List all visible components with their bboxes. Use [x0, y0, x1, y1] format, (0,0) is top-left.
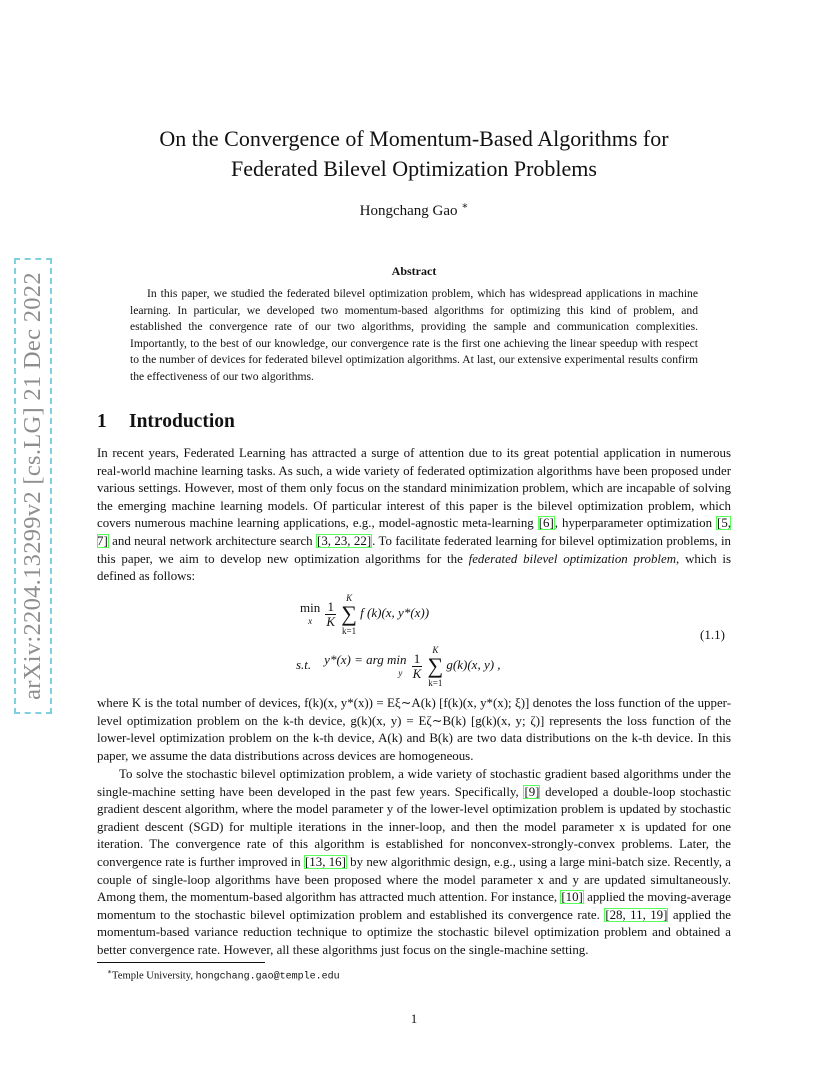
fraction-1-over-K: $\frac{1}{K}$	[326, 598, 336, 629]
abstract-text: In this paper, we studied the federated bilevel optimization problem, which has widespread applications in machine learning. In particular, we developed two momentum-based algorithms for optimizing this kind of problem, and established the convergence rate of our two algorithms, providing the sample and communication complexities. Importantly, to the best of our knowledge, our convergence rate is the first one achieving the linear speedup with respect to the number of devices for federated bilevel optimization algorithms. At last, our extensive experimental results confirm the effectiveness of our two algorithms.	[130, 287, 698, 383]
footnote-mark: ∗	[107, 967, 113, 976]
para3-text-c: by new algorithmic design, e.g., using a large mini-batch size. Recently, a couple of single-loop algorithms have been proposed where the model parameter x and y are updated simultaneously. Among them, the momentum-based algorithm has attracted much attention. For instance,	[97, 854, 731, 905]
citation-5-7[interactable]: [5, 7]	[97, 516, 731, 548]
para3-text-d: applied the moving-average momentum to the stochastic bilevel optimization problem and established its convergence rate.	[97, 890, 732, 922]
title-line-1: On the Convergence of Momentum-Based Algorithms for	[159, 126, 669, 151]
section-heading	[97, 411, 235, 433]
title-line-2: Federated Bilevel Optimization Problems	[231, 156, 597, 181]
summation-2: K ∑ k=1	[427, 645, 444, 688]
paper-title	[100, 124, 728, 184]
arxiv-stamp-text: arXiv:2204.13299v2 [cs.LG] 21 Dec 2022	[19, 272, 46, 700]
section-number: 1	[97, 411, 107, 432]
author-name: Hongchang Gao	[359, 203, 458, 219]
subject-to: s.t.	[296, 656, 312, 672]
author-footnote-mark: ∗	[461, 201, 469, 212]
lower-objective: g(k)(x, y) ,	[446, 656, 501, 672]
para1-text-c: and neural network architecture search	[108, 533, 317, 548]
para3-text-a: To solve the stochastic bilevel optimization problem, a wide variety of stochastic gradient based algorithms under the single-machine setting have been developed in the past few years. Specifically,	[97, 767, 731, 799]
footnote-affiliation: Temple University,	[112, 970, 196, 982]
citation-9[interactable]: [9]	[524, 784, 540, 799]
fraction-1-over-K-2: $\frac{1}{K}$	[412, 650, 422, 681]
min-operator: min x	[300, 599, 321, 626]
summation-1: K ∑ k=1	[341, 593, 357, 636]
upper-objective: f (k)(x, y*(x))	[360, 604, 430, 620]
citation-3-23-22[interactable]: [3, 23, 22]	[317, 533, 372, 548]
para1-text-e: , which is defined as follows:	[97, 551, 731, 584]
citation-28-11-19[interactable]: [28, 11, 19]	[605, 907, 668, 922]
page-number: 1	[410, 1011, 418, 1026]
intro-paragraph-3	[97, 766, 731, 960]
abstract-heading: Abstract	[391, 264, 437, 278]
para1-text-d: . To facilitate federated learning for bilevel optimization problems, in this paper, we aim to develop new optimization algorithms for the	[97, 533, 731, 566]
intro-paragraph-1	[97, 445, 731, 586]
para3-text-e: applied the momentum-based variance reduction technique to optimize the stochastic bilevel optimization problem and obtained a better convergence rate. However, all these algorithms just focus on the single-machine setting.	[97, 907, 731, 957]
equation-row-2	[296, 643, 501, 689]
para1-text-b: , hyperparameter optimization	[554, 516, 717, 531]
para3-text-b: developed a double-loop stochastic gradient descent algorithm, where the model parameter y of the lower-level optimization problem is updated by stochastic gradient descent (SGD) for multiple iterations in the inner-loop, and then the model parameter x is updated for one iteration. The convergence rate of this algorithm is established for nonconvex-strongly-convex problems. Later, the convergence rate is further improved in	[97, 784, 731, 869]
argmin-operator: y*(x) = arg min y	[324, 651, 407, 678]
footnote	[107, 967, 340, 983]
para1-text-a: In recent years, Federated Learning has attracted a surge of attention due to its great potential application in numerous real-world machine learning tasks. As such, a wide variety of federated optimization algorithms have been proposed under various settings. However, most of them only focus on the standard minimization problem, which are incapable of solving the emerging machine learning models. Of particular interest of this paper is the bilevel optimization problem, which covers numerous machine learning applications, e.g., model-agnostic meta-learning	[97, 446, 731, 531]
author	[100, 200, 728, 220]
citation-10[interactable]: [10]	[561, 890, 583, 905]
intro-paragraph-2: where K is the total number of devices, f(k)(x, y*(x)) = Eξ∼A(k) [f(k)(x, y*(x); ξ)] denotes the loss function of the upper-level optimization problem on the k-th device, g(k)(x, y) = Eζ∼B(k) [g(k)(x, y; ζ)] represents the loss function of the lower-level optimization problem on the k-th device, A(k) and B(k) are two data distributions on the k-th device. In this paper, we assume the data distributions across devices are homogeneous.	[97, 696, 731, 763]
footnote-email-link[interactable]: hongchang.gao@temple.edu	[195, 971, 340, 983]
equation-number: (1.1)	[700, 627, 725, 642]
citation-6[interactable]: [6]	[538, 516, 554, 531]
equation-row-1	[300, 591, 429, 637]
section-title: Introduction	[129, 411, 235, 432]
display-equation	[0, 585, 828, 688]
para1-emphasis: federated bilevel optimization problem	[468, 551, 677, 566]
citation-13-16[interactable]: [13, 16]	[305, 854, 346, 869]
footnote-rule	[97, 962, 265, 963]
